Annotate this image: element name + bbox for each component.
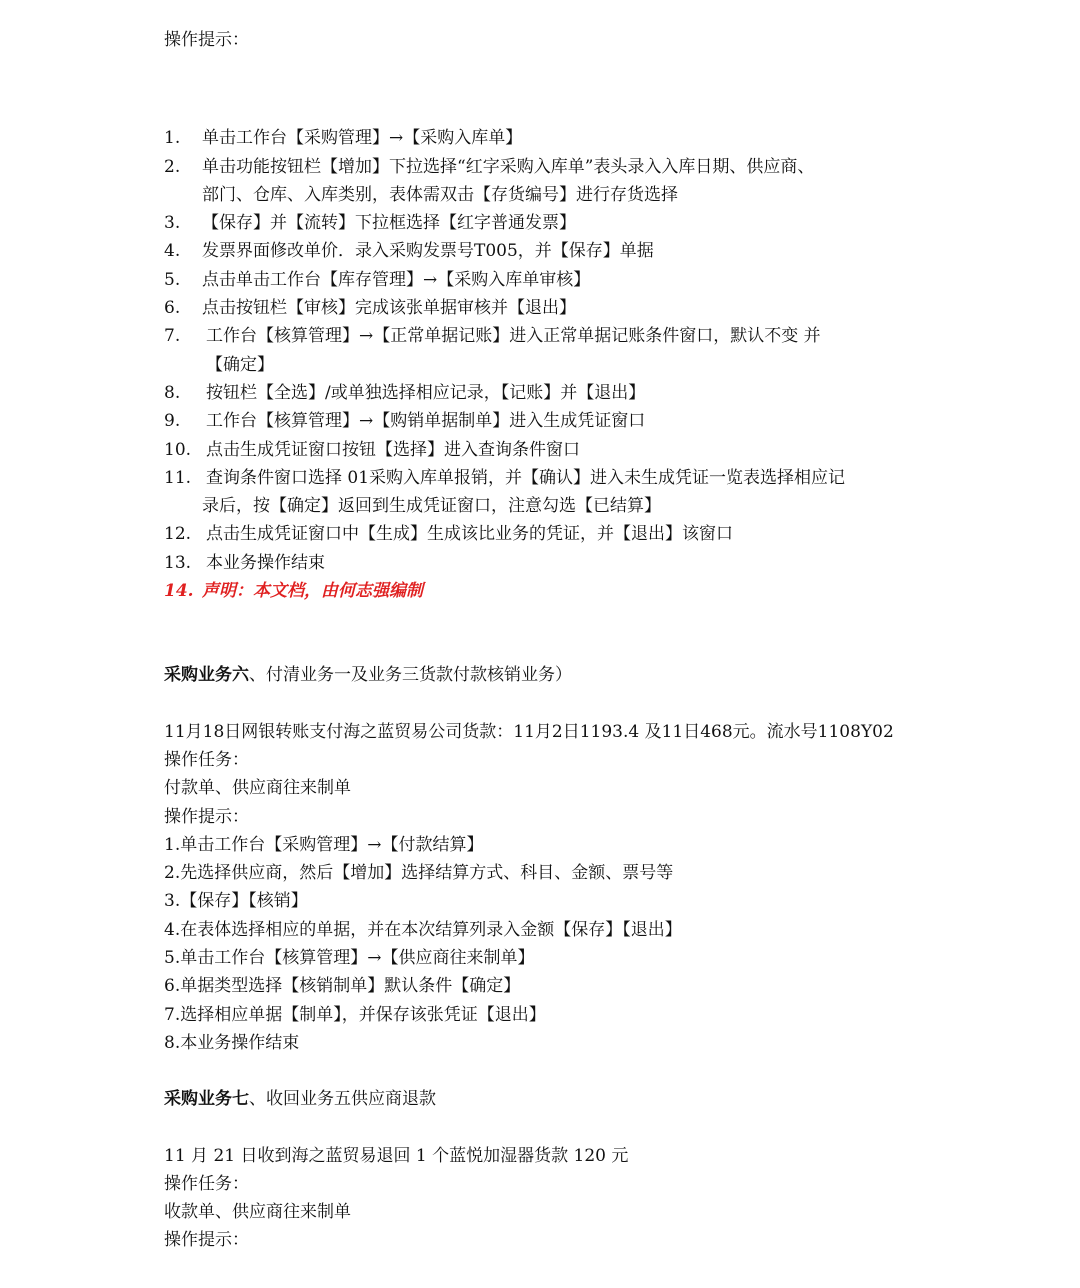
list-item	[164, 464, 1044, 521]
step-text: 【保存】并【流转】下拉框选择【红字普通发票】	[202, 213, 576, 234]
list-item	[164, 549, 1044, 577]
step-text: 点击生成凭证窗口中【生成】生成该比业务的凭证，并【退出】该窗口	[206, 524, 733, 545]
step-text: 工作台【核算管理】→【购销单据制单】进入生成凭证窗口	[206, 411, 646, 432]
step-number: 12.	[164, 524, 192, 545]
list-item	[164, 379, 1044, 407]
section-seven	[164, 1085, 1044, 1254]
document-page	[164, 26, 1044, 1255]
step-text: 点击生成凭证窗口按钮【选择】进入查询条件窗口	[206, 439, 580, 460]
list-item: 1.单击工作台【采购管理】→【付款结算】	[164, 834, 484, 855]
section-title-rest: 、收回业务五供应商退款	[249, 1089, 436, 1110]
list-item: 2.先选择供应商，然后【增加】选择结算方式、科目、金额、票号等	[164, 863, 674, 884]
list-item	[164, 153, 1044, 210]
step-number: 1.	[164, 128, 181, 149]
list-item	[164, 294, 1044, 322]
step-text: 单击工作台【采购管理】→【采购入库单】	[202, 128, 523, 149]
step-text: 点击按钮栏【审核】完成该张单据审核并【退出】	[202, 298, 576, 319]
list-item	[164, 520, 1044, 548]
step-text: 本业务操作结束	[206, 552, 325, 573]
list-item: 8.本业务操作结束	[164, 1032, 300, 1053]
list-item	[164, 266, 1044, 294]
task-label: 操作任务：	[164, 1173, 249, 1194]
section-title-bold: 采购业务六	[164, 665, 249, 686]
hint-label: 操作提示：	[164, 806, 249, 827]
step-text: 发票界面修改单价．录入采购发票号T005，并【保存】单据	[202, 241, 654, 262]
section-title-rest: 、付清业务一及业务三货款付款核销业务）	[249, 665, 572, 686]
section-title	[164, 661, 1044, 689]
list-item	[164, 237, 1044, 265]
step-number: 5.	[164, 269, 181, 290]
step-text: 单击功能按钮栏【增加】下拉选择“红字采购入库单”表头录入入库日期、供应商、	[202, 156, 815, 177]
step-text-continued: 【确定】	[206, 354, 274, 375]
notice-text: 声明：本文档，由何志强编制	[202, 581, 423, 602]
step-number: 7.	[164, 326, 181, 347]
task-label: 操作任务：	[164, 749, 249, 770]
step-number: 13.	[164, 552, 192, 573]
list-item: 7.选择相应单据【制单】，并保存该张凭证【退出】	[164, 1004, 546, 1025]
intro-label: 操作提示：	[164, 30, 249, 50]
list-item	[164, 322, 1044, 379]
steps-list	[164, 124, 1044, 605]
section-description: 11 月 21 日收到海之蓝贸易退回 1 个蓝悦加湿器货款 120 元	[164, 1145, 629, 1166]
step-number: 2.	[164, 156, 181, 177]
step-text-continued: 录后，按【确定】返回到生成凭证窗口，注意勾选【已结算】	[202, 496, 661, 517]
step-text: 点击单击工作台【库存管理】→【采购入库单审核】	[202, 269, 591, 290]
list-item	[164, 407, 1044, 435]
list-item	[164, 209, 1044, 237]
list-item: 5.单击工作台【核算管理】→【供应商往来制单】	[164, 948, 535, 969]
list-item	[164, 436, 1044, 464]
step-number: 3.	[164, 213, 181, 234]
step-text-continued: 部门、仓库、入库类别，表体需双击【存货编号】进行存货选择	[202, 184, 678, 205]
list-item	[164, 124, 1044, 152]
step-number: 6.	[164, 298, 181, 319]
list-item: 3.【保存】【核销】	[164, 891, 308, 912]
section-title-bold: 采购业务七	[164, 1089, 249, 1110]
list-item: 4.在表体选择相应的单据，并在本次结算列录入金额【保存】【退出】	[164, 919, 682, 940]
list-item: 6.单据类型选择【核销制单】默认条件【确定】	[164, 976, 521, 997]
step-text: 工作台【核算管理】→【正常单据记账】进入正常单据记账条件窗口，默认不变 并	[206, 326, 821, 347]
step-number: 9.	[164, 411, 181, 432]
section-six	[164, 661, 1044, 1057]
step-number: 4.	[164, 241, 181, 262]
hint-label: 操作提示：	[164, 1230, 249, 1251]
task-text: 付款单、供应商往来制单	[164, 778, 351, 799]
step-number: 8.	[164, 382, 181, 403]
notice-number: 14.	[164, 581, 194, 602]
step-number: 10.	[164, 439, 192, 460]
task-text: 收款单、供应商往来制单	[164, 1202, 351, 1223]
section-description: 11月18日网银转账支付海之蓝贸易公司货款：11月2日1193.4 及11日468元。流水号1108Y02	[164, 721, 894, 742]
step-text: 按钮栏【全选】/或单独选择相应记录，【记账】并【退出】	[206, 382, 646, 403]
step-number: 11.	[164, 467, 192, 488]
section-title	[164, 1085, 1044, 1113]
step-text: 查询条件窗口选择 01采购入库单报销，并【确认】进入未生成凭证一览表选择相应记	[206, 467, 846, 488]
notice-line	[164, 577, 1044, 605]
